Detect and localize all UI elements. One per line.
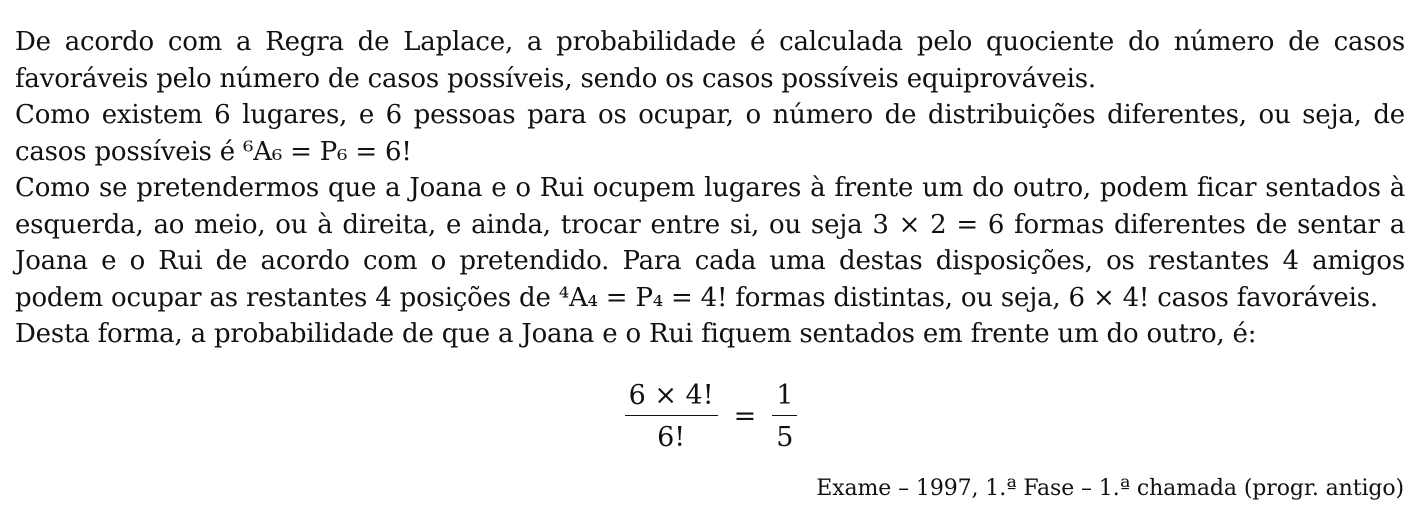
- fraction-right-denominator: 5: [776, 422, 794, 453]
- document-body: [15, 24, 1405, 353]
- favorable-math-c: 6 × 4!: [1068, 282, 1150, 313]
- fraction-left-numerator: 6 × 4!: [625, 380, 718, 416]
- paragraph-possible-cases: [15, 97, 1405, 170]
- favorable-math-b: ⁴A₄ = P₄ = 4!: [558, 282, 728, 313]
- possible-cases-math: ⁶A₆ = P₆ = 6!: [243, 136, 412, 167]
- probability-formula: [0, 380, 1422, 453]
- favorable-text-d: casos favoráveis.: [1149, 282, 1378, 313]
- fraction-right-numerator: 1: [772, 380, 797, 416]
- fraction-left: [625, 380, 718, 453]
- favorable-text-c: formas distintas, ou seja,: [727, 282, 1069, 313]
- possible-cases-text: Como existem 6 lugares, e 6 pessoas para os ocupar, o número de distribuições diferentes, ou seja, de casos possíveis é: [15, 100, 1405, 167]
- favorable-math-a: 3 × 2 = 6: [872, 209, 1005, 240]
- fraction-left-denominator: 6!: [657, 422, 686, 453]
- conclusion-text: Desta forma, a probabilidade de que a Joana e o Rui fiquem sentados em frente um do outro, é:: [15, 319, 1257, 349]
- paragraph-laplace: [15, 24, 1405, 97]
- favorable-text-b: formas diferentes de sentar a Joana e o Rui de acordo com o pretendido. Para cada uma destas disposições, os restantes 4 amigos podem ocupar as restantes 4 posições de: [15, 209, 1405, 313]
- paragraph-laplace-line1: De acordo com a Regra de Laplace, a probabilidade é calculada pelo quociente do número de casos: [15, 27, 1405, 57]
- equals-sign: =: [733, 401, 757, 432]
- paragraph-favorable-cases: [15, 170, 1405, 316]
- favorable-text-a: Como se pretendermos que a Joana e o Rui ocupem lugares à frente um do outro, podem ficar sentados à esquerda, ao meio, ou à direita, e ainda, trocar entre si, ou seja: [15, 173, 1405, 240]
- paragraph-conclusion: [15, 316, 1405, 353]
- paragraph-laplace-line2: favoráveis pelo número de casos possíveis, sendo os casos possíveis equiprováveis.: [15, 63, 1096, 94]
- fraction-right: [772, 380, 797, 453]
- source-citation: Exame – 1997, 1.ª Fase – 1.ª chamada (progr. antigo): [816, 476, 1404, 501]
